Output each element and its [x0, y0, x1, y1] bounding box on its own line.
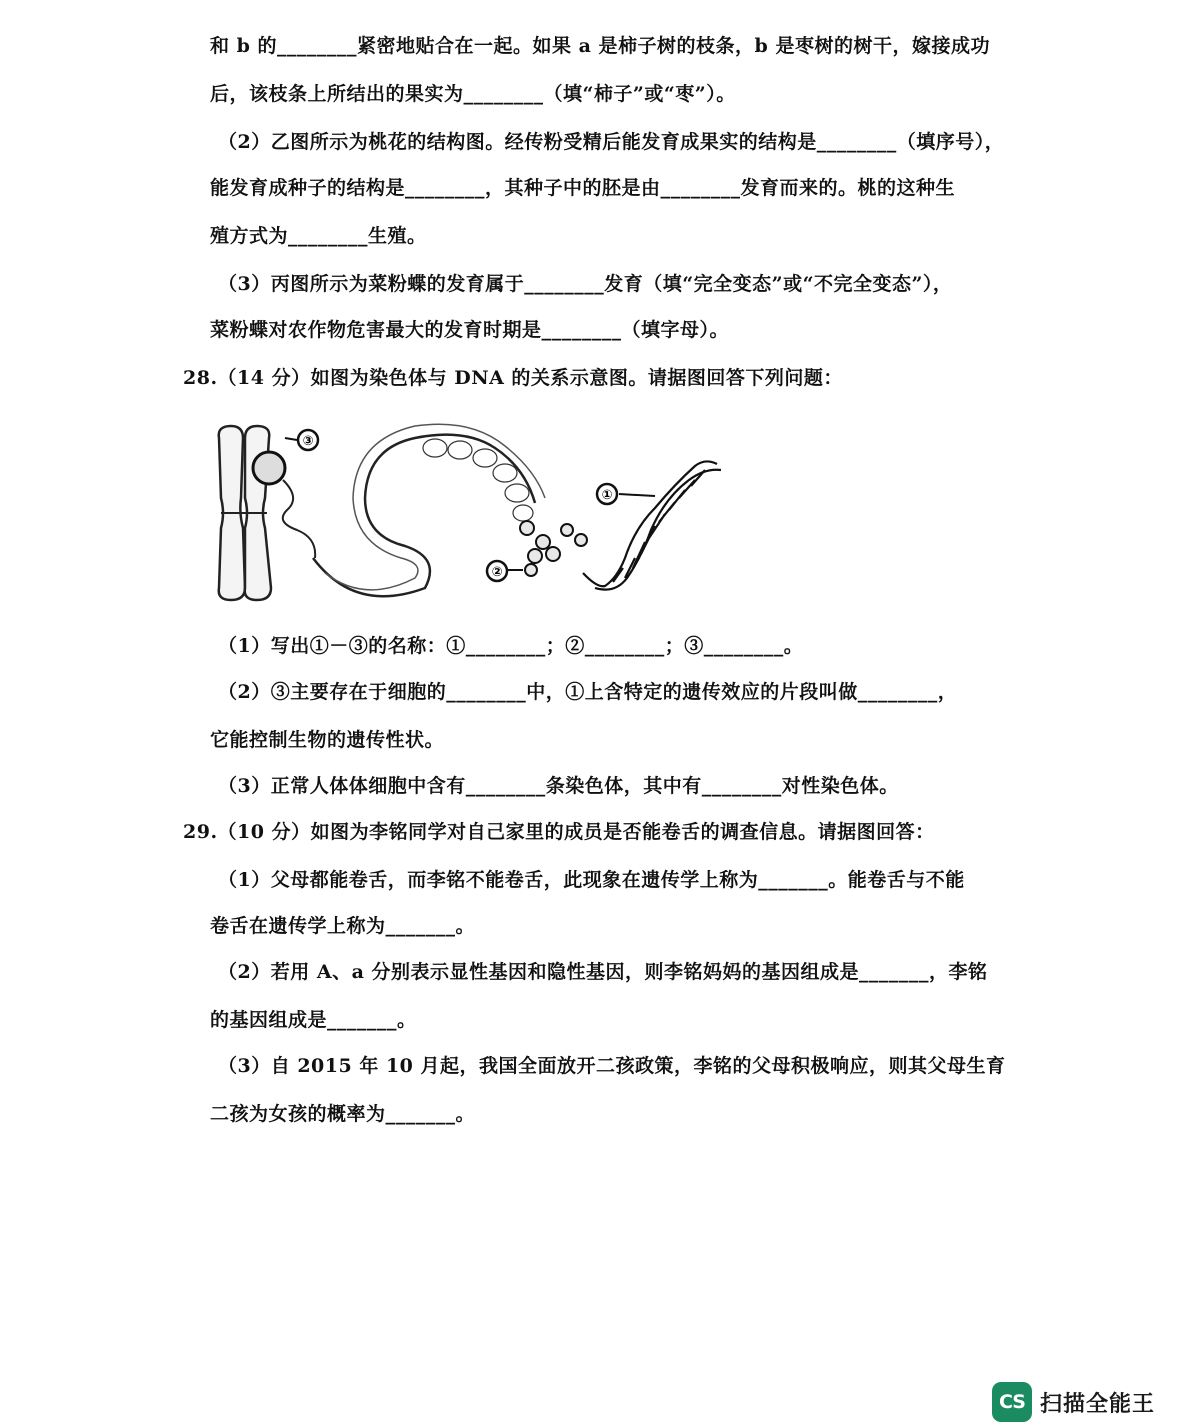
q27-part3-line-1: （3）丙图所示为菜粉蝶的发育属于________发育（填“完全变态”或“不完全变态”），	[218, 273, 953, 295]
q29-part1-line-1: （1）父母都能卷舌，而李铭不能卷舌，此现象在遗传学上称为_______。能卷舌与不能	[218, 869, 965, 891]
dna-double-helix	[583, 461, 721, 589]
q29-part3-line-2: 二孩为女孩的概率为_______。	[210, 1103, 476, 1125]
chromosome-dna-figure	[205, 418, 745, 614]
q28-part2-line-2: 它能控制生物的遗传性状。	[210, 729, 445, 751]
q28-part2-line-1: （2）③主要存在于细胞的________中，①上含特定的遗传效应的片段叫做________，	[218, 681, 958, 703]
q28-part1: （1）写出①－③的名称：①________；②________；③________。	[218, 635, 804, 657]
q29-part3-line-1: （3）自 2015 年 10 月起，我国全面放开二孩政策，李铭的父母积极响应，则其父母生育	[218, 1055, 1006, 1077]
scanner-watermark	[992, 1382, 1192, 1422]
nucleosome-beads	[520, 521, 587, 576]
q27-part2-line-2: 能发育成种子的结构是________，其种子中的胚是由________发育而来的。桃的这种生	[210, 177, 956, 199]
label-1: ①	[601, 488, 613, 503]
q27-part3-line-2: 菜粉蝶对农作物危害最大的发育时期是________（填字母）。	[210, 319, 730, 341]
q29-heading: 29.（10 分）如图为李铭同学对自己家里的成员是否能卷舌的调查信息。请据图回答：	[183, 821, 935, 843]
label-3: ③	[302, 434, 314, 449]
chromosome-dna-diagram	[205, 418, 745, 614]
label-2: ②	[491, 565, 503, 580]
q28-part3: （3）正常人体体细胞中含有________条染色体，其中有________对性染色体。	[218, 775, 899, 797]
q29-part2-line-2: 的基因组成是_______。	[210, 1009, 417, 1031]
q27-text-line-2: 后，该枝条上所结出的果实为________（填“柿子”或“枣”）。	[210, 83, 736, 105]
zoom-circle	[253, 452, 285, 484]
q27-part2-line-1: （2）乙图所示为桃花的结构图。经传粉受精后能发育成果实的结构是________（填序号），	[218, 131, 1005, 153]
q29-part1-line-2: 卷舌在遗传学上称为_______。	[210, 915, 476, 937]
q29-part2-line-1: （2）若用 A、a 分别表示显性基因和隐性基因，则李铭妈妈的基因组成是_______，李铭	[218, 961, 988, 983]
q28-heading: 28.（14 分）如图为染色体与 DNA 的关系示意图。请据图回答下列问题：	[183, 367, 843, 389]
watermark-text: 扫描全能王	[1040, 1391, 1156, 1417]
q27-part2-line-3: 殖方式为________生殖。	[210, 225, 427, 247]
q27-text-line-1: 和 b 的________紧密地贴合在一起。如果 a 是柿子树的枝条，b 是枣树的树干，嫁接成功	[210, 35, 990, 57]
camscanner-logo-icon: CS	[992, 1382, 1032, 1422]
